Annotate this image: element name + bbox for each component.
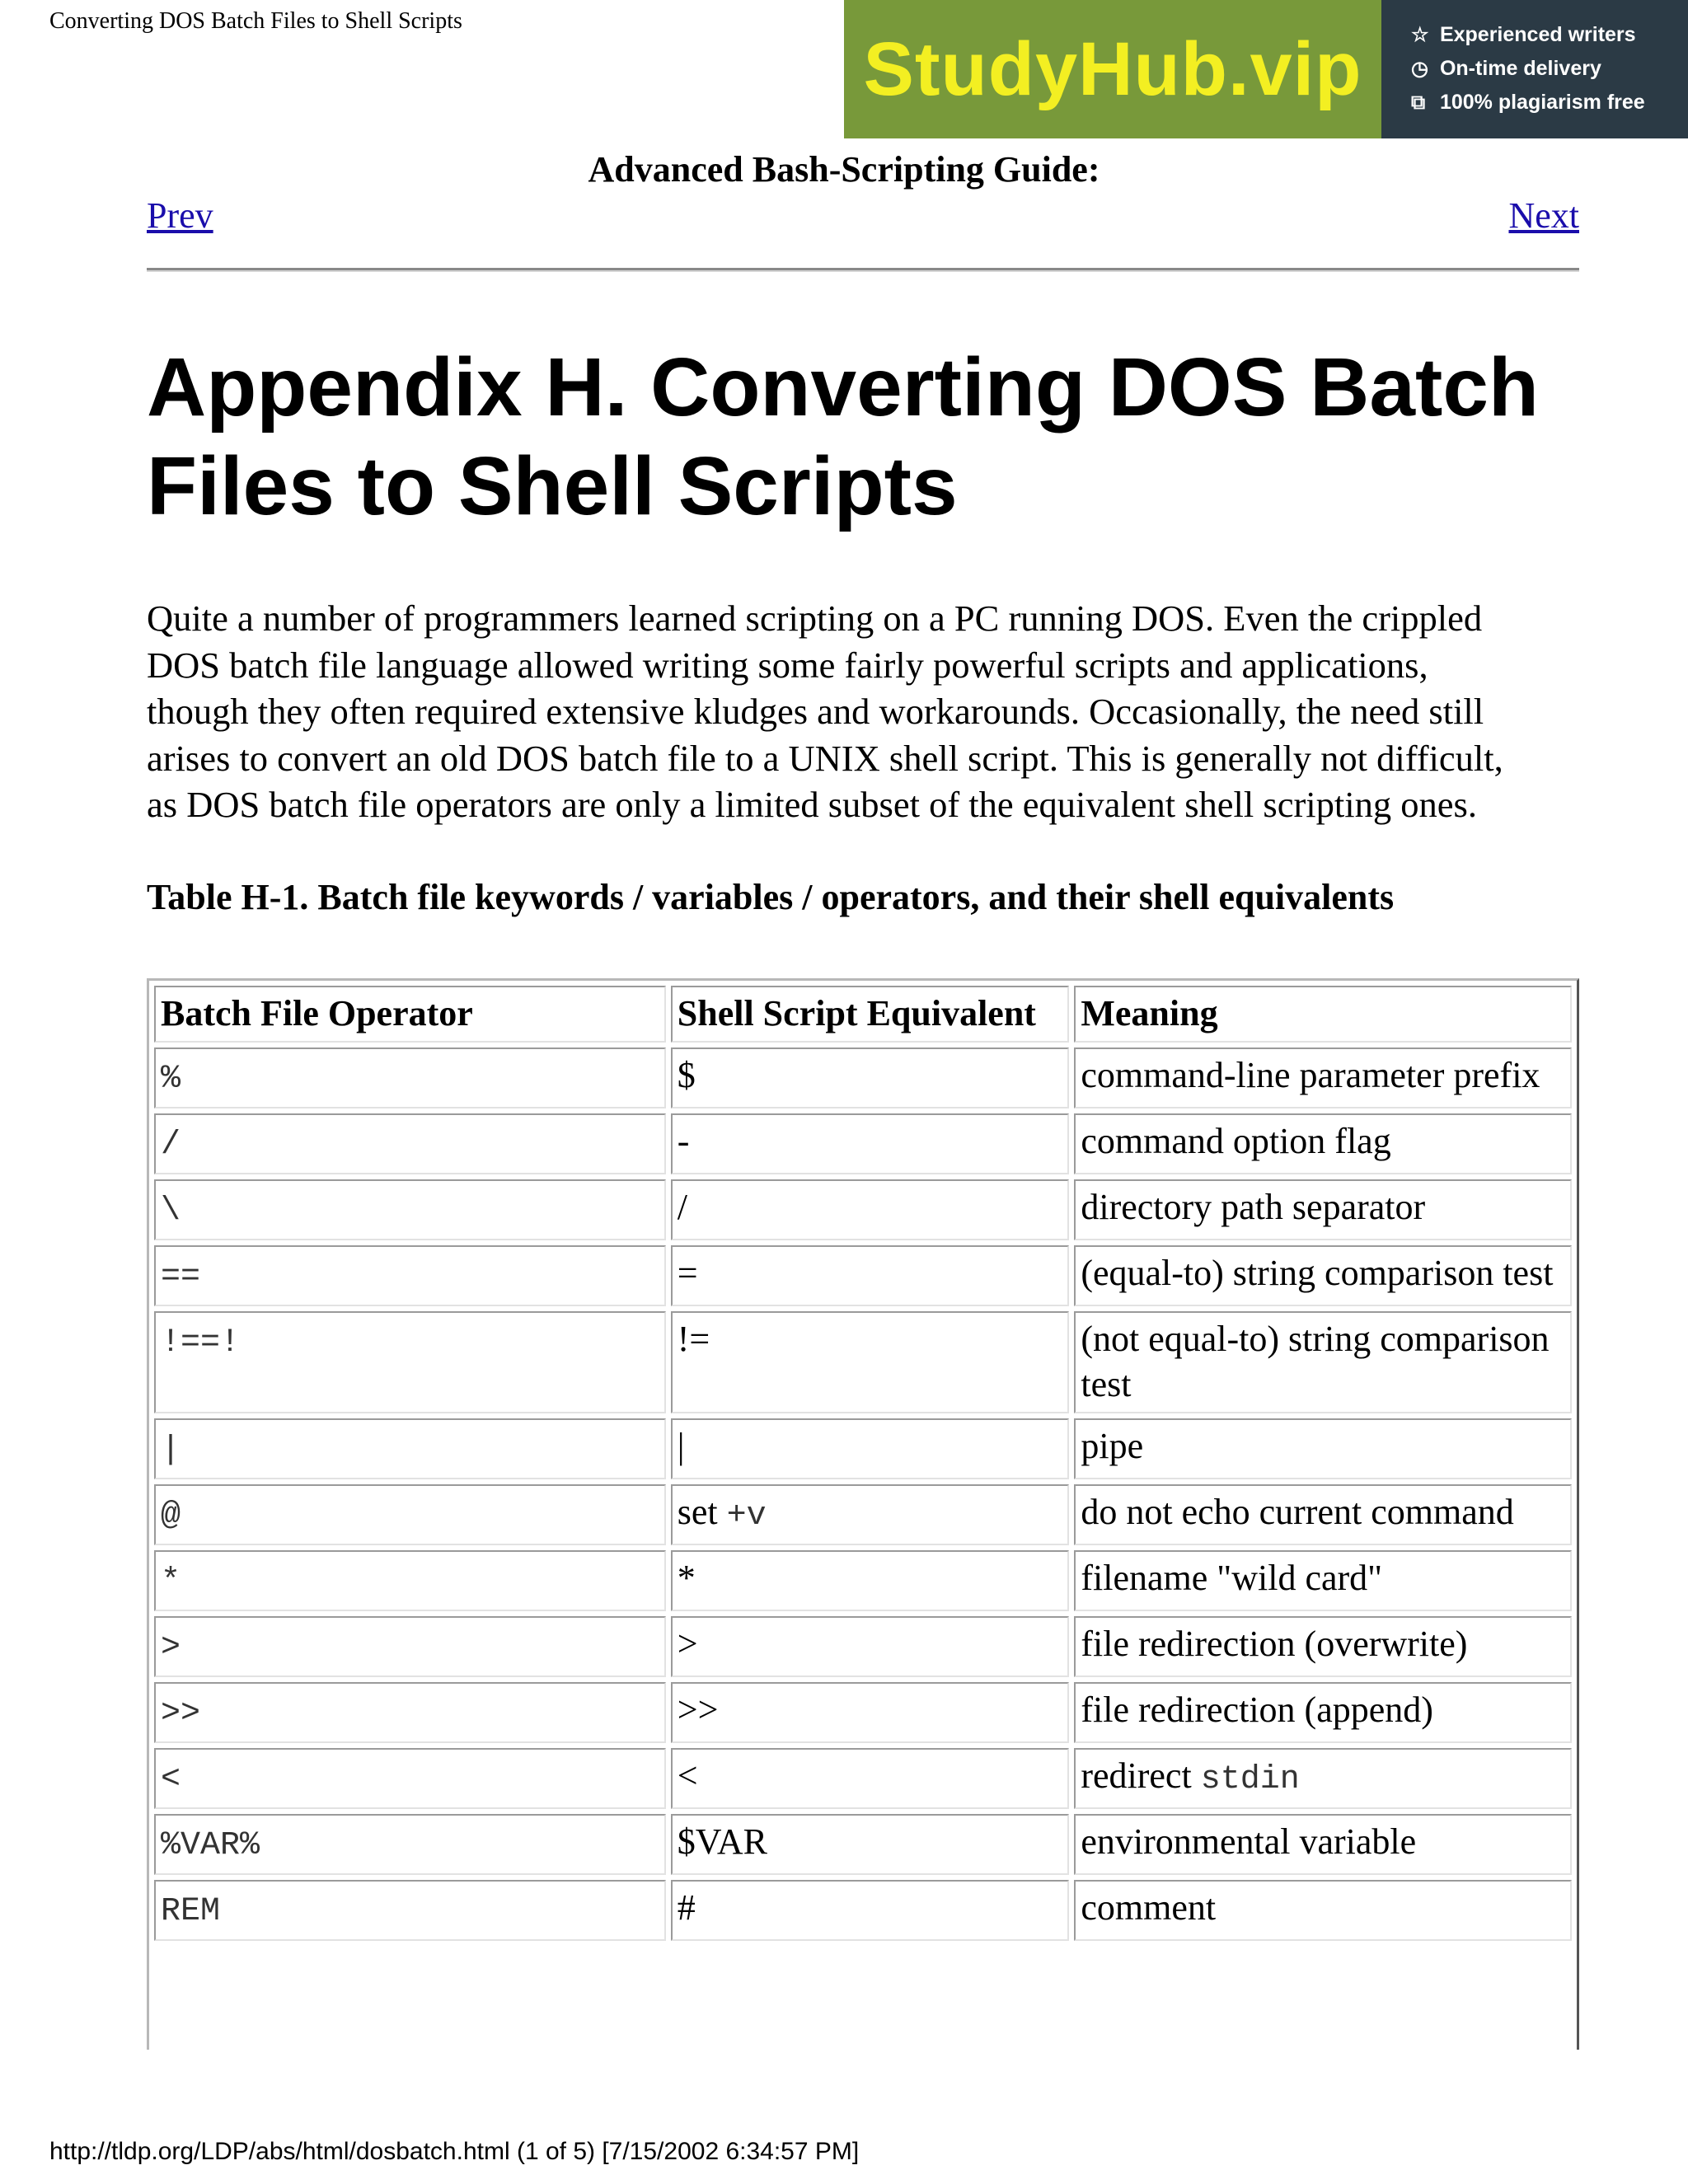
batch-operator: * [161,1563,181,1601]
ad-logo-panel[interactable] [844,0,1381,138]
ad-feature-text: Experienced writers [1439,23,1636,46]
meaning-text: filename "wild card" [1081,1558,1383,1598]
meaning-text: pipe [1081,1426,1144,1466]
meaning-text: file redirection (overwrite) [1081,1624,1468,1664]
meaning-cell [1074,1484,1572,1545]
batch-operator-cell [154,1245,666,1306]
table-row [154,1616,1572,1677]
table-row [154,1550,1572,1611]
shell-equivalent-cell [671,1814,1070,1875]
shell-equivalent: $VAR [677,1821,767,1862]
shell-equivalent-cell [671,1245,1070,1306]
meaning-text: (not equal-to) string comparison test [1081,1319,1550,1404]
batch-operator-cell [154,1616,666,1677]
table-caption: Table H-1. Batch file keywords / variables / operators, and their shell equivalents [147,877,1395,917]
table-row [154,1179,1572,1240]
shell-equivalent: # [677,1887,696,1928]
intro-line: Quite a number of programmers learned scripting on a PC running DOS. Even the crippled [147,598,1483,639]
batch-operator: < [161,1761,181,1798]
meaning-cell [1074,1880,1572,1941]
intro-line: as DOS batch file operators are only a limited subset of the equivalent shell scripting ones. [147,784,1477,825]
meaning-text: directory path separator [1081,1187,1426,1227]
meaning-cell [1074,1113,1572,1174]
table-row [154,1682,1572,1743]
meaning-text: (equal-to) string comparison test [1081,1253,1554,1293]
shell-equivalent: > [677,1624,698,1664]
ad-feature [1411,18,1688,52]
meaning-text: command option flag [1081,1121,1391,1161]
batch-operator-cell [154,1047,666,1108]
table-row [154,1245,1572,1306]
batch-operator-cell [154,1814,666,1875]
meaning-cell [1074,1418,1572,1479]
batch-operator: / [161,1127,181,1164]
meaning-cell [1074,1814,1572,1875]
batch-operator: % [161,1061,181,1098]
shell-equivalent: != [677,1319,710,1359]
batch-operator: %VAR% [161,1827,260,1864]
shell-equivalent-cell [671,1748,1070,1809]
shell-equivalent: set [677,1492,727,1532]
meaning-cell [1074,1682,1572,1743]
ad-banner[interactable] [844,0,1688,138]
shell-equivalent: $ [677,1055,696,1095]
batch-operator-cell [154,1418,666,1479]
page-title-line: Appendix H. Converting DOS Batch [147,341,1540,434]
page-title [147,338,1597,536]
batch-operator: @ [161,1497,181,1535]
meaning-cell [1074,1311,1572,1413]
shell-equivalent: < [677,1755,698,1796]
column-header-meaning: Meaning [1074,986,1572,1043]
meaning-cell [1074,1616,1572,1677]
meaning-text: environmental variable [1081,1821,1417,1862]
batch-operator-cell [154,1748,666,1809]
ad-logo: StudyHub.vip [863,26,1362,111]
meaning-text: file redirection (append) [1081,1690,1433,1730]
intro-line: arises to convert an old DOS batch file to a UNIX shell script. This is generally not difficult, [147,737,1503,779]
meaning-text: do not echo current command [1081,1492,1514,1532]
meaning-cell [1074,1550,1572,1611]
batch-operator-cell [154,1311,666,1413]
batch-operator: >> [161,1695,201,1732]
intro-line: DOS batch file language allowed writing some fairly powerful scripts and applications, [147,644,1428,686]
column-header-shell: Shell Script Equivalent [671,986,1070,1043]
batch-operator-cell [154,1113,666,1174]
batch-operator: REM [161,1893,221,1930]
table-row [154,1418,1572,1479]
page-header: Converting DOS Batch Files to Shell Scripts [49,8,462,34]
shell-equivalent-code: +v [726,1497,767,1535]
shell-equivalent-cell [671,1311,1070,1413]
operators-table [149,981,1577,1946]
table-row [154,1047,1572,1108]
shell-equivalent: - [677,1121,690,1161]
table-row [154,1748,1572,1809]
page-footer: http://tldp.org/LDP/abs/html/dosbatch.html (1 of 5) [7/15/2002 6:34:57 PM] [49,2138,860,2165]
table-row [154,1311,1572,1413]
batch-operator: | [161,1432,181,1469]
shell-equivalent: >> [677,1690,719,1730]
batch-operator-cell [154,1484,666,1545]
table-body [154,1047,1572,1941]
batch-operator-cell [154,1179,666,1240]
shell-equivalent-cell [671,1179,1070,1240]
intro-paragraph [147,595,1589,828]
ad-features-panel [1381,0,1688,138]
next-link[interactable]: Next [1508,195,1579,236]
table-row [154,1484,1572,1545]
shell-equivalent-cell [671,1880,1070,1941]
star-icon: ☆ [1411,24,1429,46]
meaning-text: command-line parameter prefix [1081,1055,1540,1095]
shell-equivalent-cell [671,1550,1070,1611]
batch-operator: > [161,1629,181,1666]
table-header-row [154,986,1572,1043]
shell-equivalent-cell [671,1616,1070,1677]
meaning-text: redirect [1081,1755,1201,1796]
ad-feature-text: On-time delivery [1439,57,1601,80]
shell-equivalent-cell [671,1113,1070,1174]
meaning-cell [1074,1179,1572,1240]
prev-link[interactable]: Prev [147,195,213,236]
nav-title: Advanced Bash-Scripting Guide: [588,149,1100,190]
meaning-cell [1074,1748,1572,1809]
batch-operator: \ [161,1193,181,1230]
batch-operator: == [161,1258,201,1296]
shell-equivalent: * [677,1558,696,1598]
shell-equivalent: / [677,1187,687,1227]
batch-operator: !==! [161,1324,241,1361]
intro-line: though they often required extensive kludges and workarounds. Occasionally, the need still [147,691,1484,732]
meaning-code: stdin [1200,1761,1300,1798]
shell-equivalent: = [677,1253,698,1293]
batch-operator-cell [154,1880,666,1941]
meaning-text: comment [1081,1887,1217,1928]
page-title-line: Files to Shell Scripts [147,440,958,532]
ad-feature [1411,52,1688,86]
batch-operator-cell [154,1550,666,1611]
shell-equivalent-cell [671,1418,1070,1479]
shell-equivalent: | [677,1426,685,1466]
copy-icon: ⧉ [1411,91,1426,114]
clock-icon: ◷ [1411,58,1428,80]
column-header-batch: Batch File Operator [154,986,666,1043]
table-row [154,1113,1572,1174]
table-row [154,1880,1572,1941]
ad-feature-text: 100% plagiarism free [1439,91,1645,114]
shell-equivalent-cell [671,1484,1070,1545]
table-row [154,1814,1572,1875]
shell-equivalent-cell [671,1682,1070,1743]
shell-equivalent-cell [671,1047,1070,1108]
meaning-cell [1074,1245,1572,1306]
meaning-cell [1074,1047,1572,1108]
operators-table-frame [147,978,1579,2050]
ad-feature [1411,86,1688,120]
header-divider [147,268,1579,272]
batch-operator-cell [154,1682,666,1743]
